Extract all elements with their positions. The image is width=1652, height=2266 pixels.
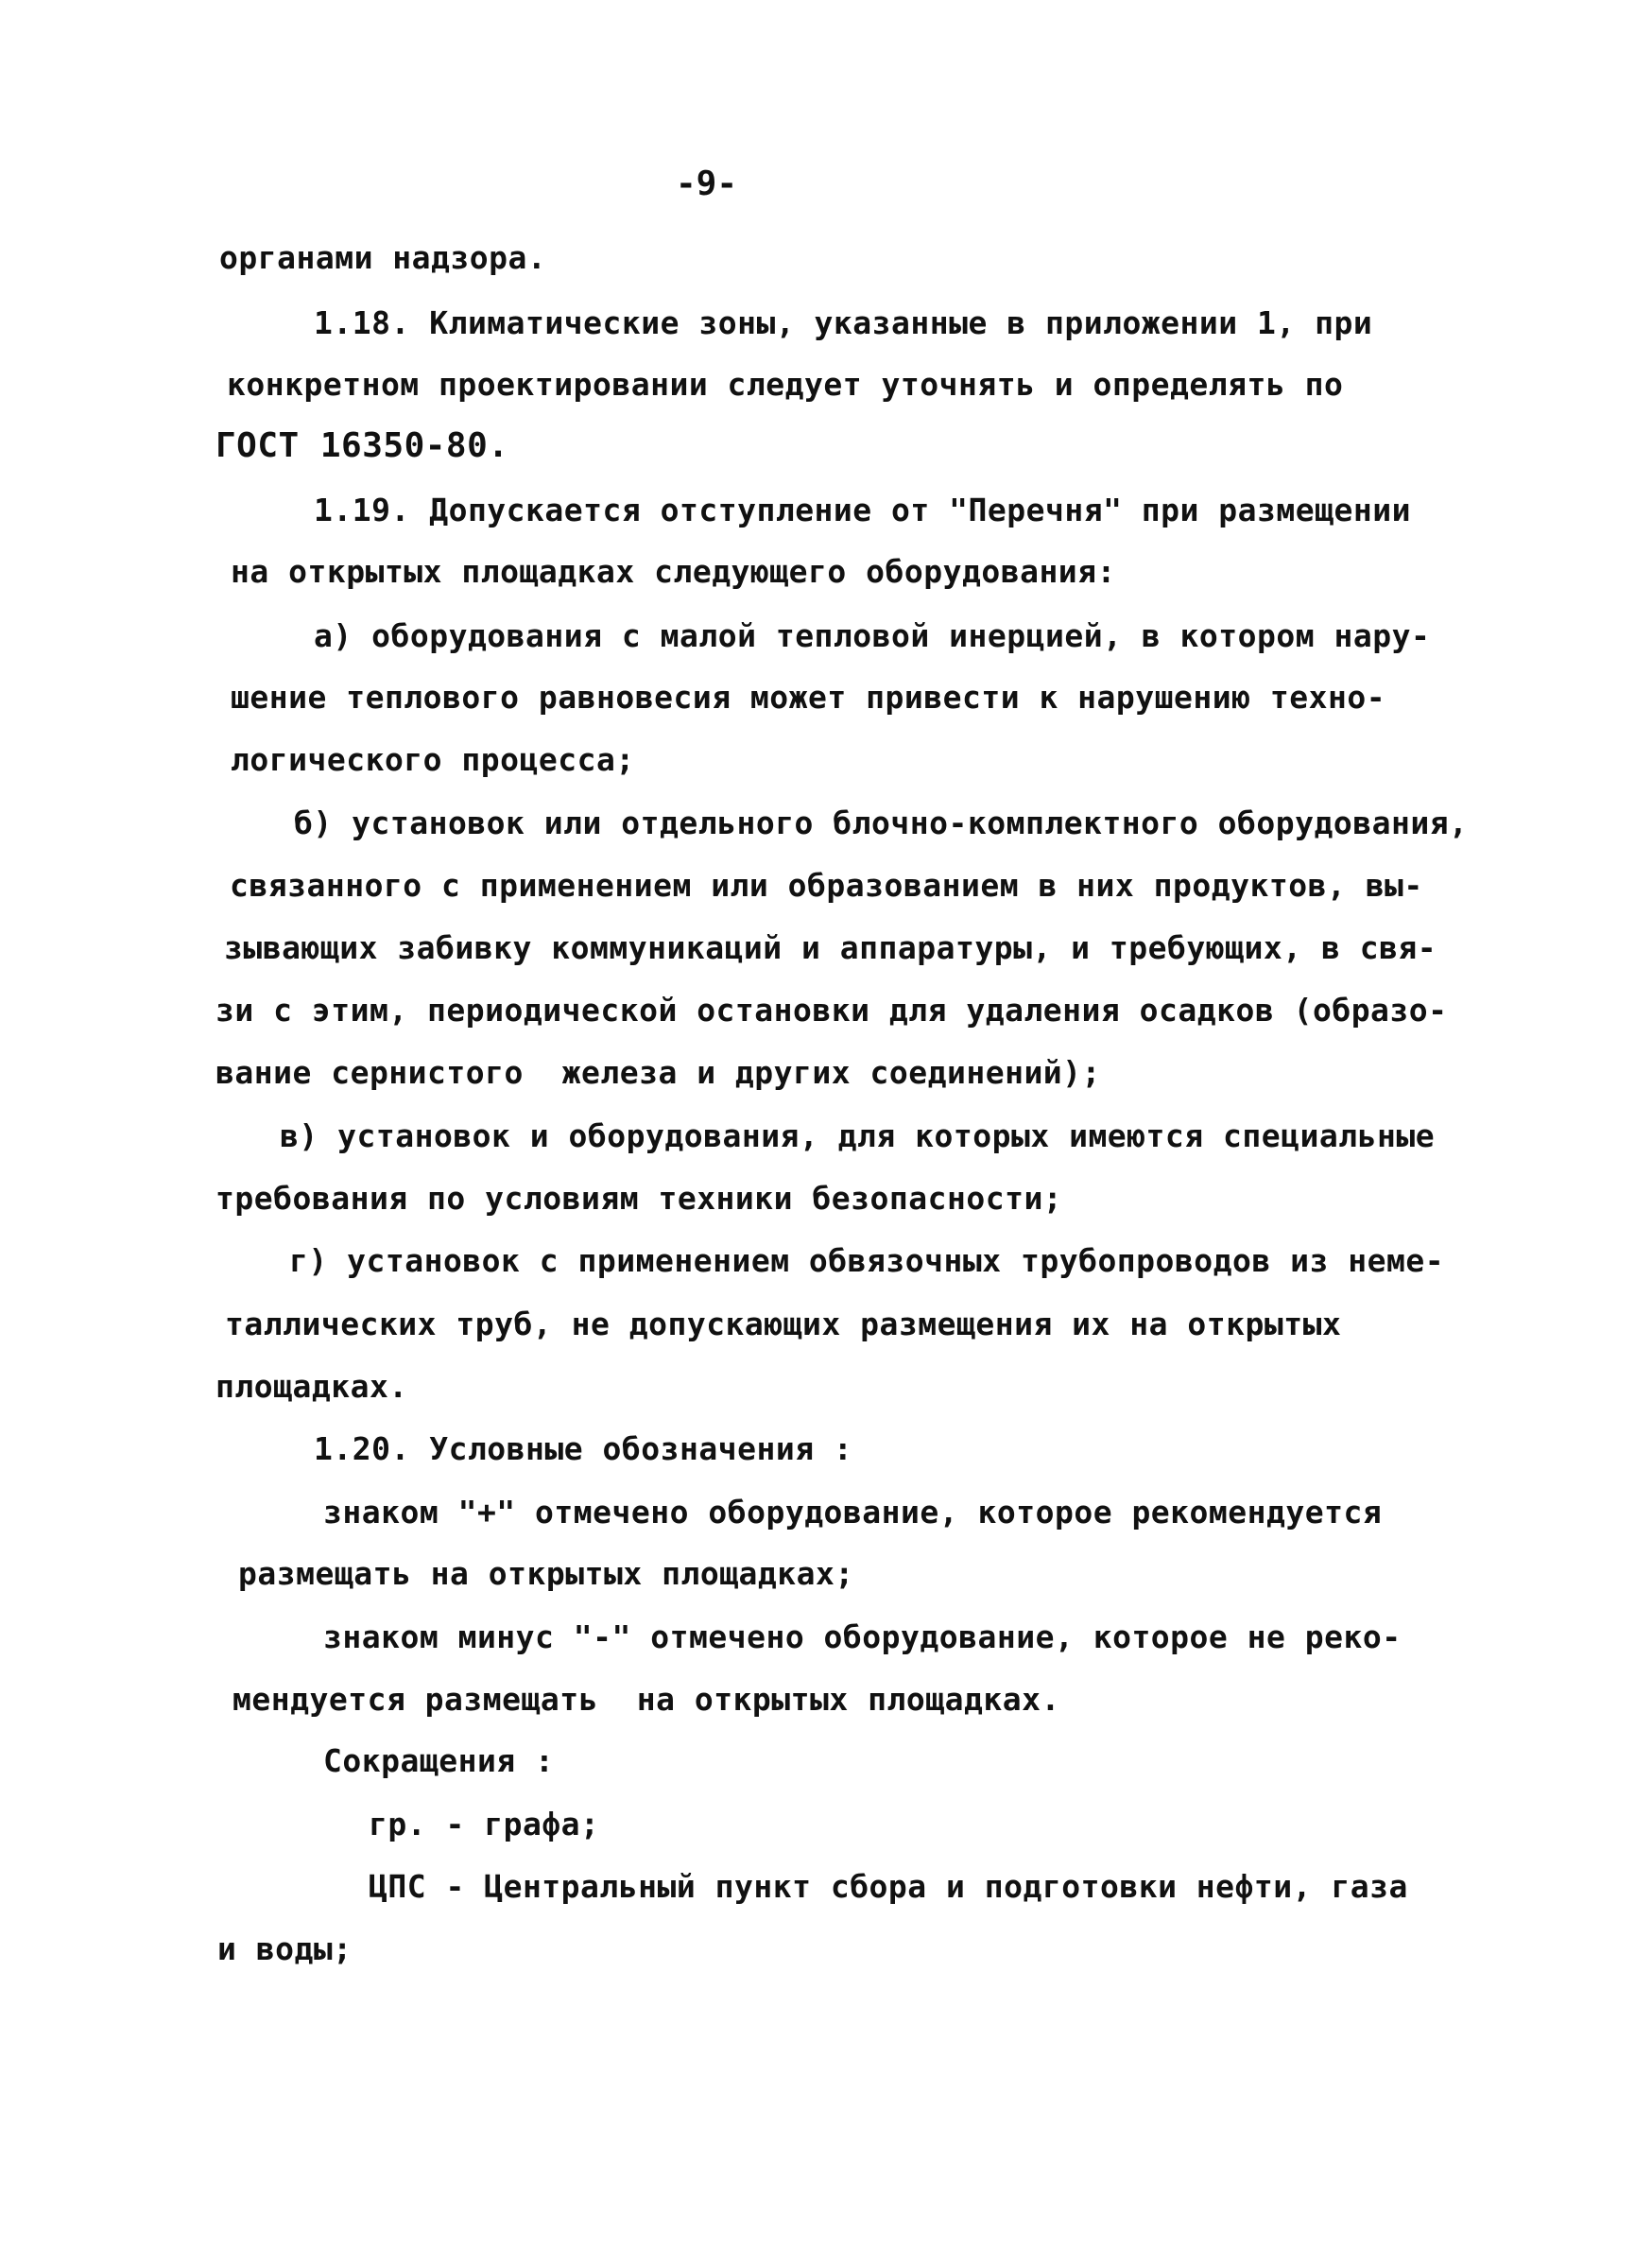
text-line-6: на открытых площадках следующего оборудования: <box>231 553 1116 590</box>
text-line-17: г) установок с применением обвязочных трубопроводов из неме- <box>289 1242 1445 1279</box>
text-line-26: гр. - графа; <box>369 1806 600 1842</box>
text-line-9: логического процесса; <box>231 741 635 778</box>
text-line-5: 1.19. Допускается отступление от "Перечня" при размещении <box>314 492 1411 528</box>
text-line-16: требования по условиям техники безопасности; <box>215 1180 1063 1217</box>
text-line-2: 1.18. Климатические зоны, указанные в приложении 1, при <box>314 304 1373 341</box>
text-line-14: вание сернистого железа и других соединений); <box>215 1054 1101 1091</box>
text-line-12: зывающих забивку коммуникаций и аппаратуры, и требующих, в свя- <box>224 929 1437 966</box>
text-line-22: размещать на открытых площадках; <box>238 1555 854 1592</box>
text-line-1: органами надзора. <box>219 239 547 276</box>
text-line-25: Сокращения : <box>323 1742 555 1779</box>
text-line-20: 1.20. Условные обозначения : <box>314 1430 853 1467</box>
text-line-15: в) установок и оборудования, для которых имеются специальные <box>280 1117 1436 1154</box>
text-line-10: б) установок или отдельного блочно-комплектного оборудования, <box>294 804 1469 841</box>
text-line-3: конкретном проектировании следует уточнять и определять по <box>227 366 1344 403</box>
text-line-18: таллических труб, не допускающих размещения их на открытых <box>225 1306 1342 1342</box>
text-line-4: ГОСТ 16350-80. <box>215 426 509 465</box>
text-line-8: шение теплового равновесия может привести к нарушению техно- <box>231 679 1386 716</box>
page-number: -9- <box>676 164 738 203</box>
text-line-21: знаком "+" отмечено оборудование, которое рекомендуется <box>323 1494 1383 1531</box>
text-line-28: и воды; <box>217 1930 353 1967</box>
text-line-13: зи с этим, периодической остановки для удаления осадков (образо- <box>215 992 1448 1029</box>
text-line-11: связанного с применением или образованием в них продуктов, вы- <box>230 867 1423 904</box>
text-line-19: площадках. <box>215 1368 408 1405</box>
text-line-23: знаком минус "-" отмечено оборудование, которое не реко- <box>323 1618 1402 1655</box>
text-line-27: ЦПС - Центральный пункт сбора и подготовки нефти, газа <box>369 1868 1408 1905</box>
text-line-7: а) оборудования с малой тепловой инерцией, в котором нару- <box>314 617 1431 654</box>
text-line-24: мендуется размещать на открытых площадках. <box>232 1681 1060 1718</box>
